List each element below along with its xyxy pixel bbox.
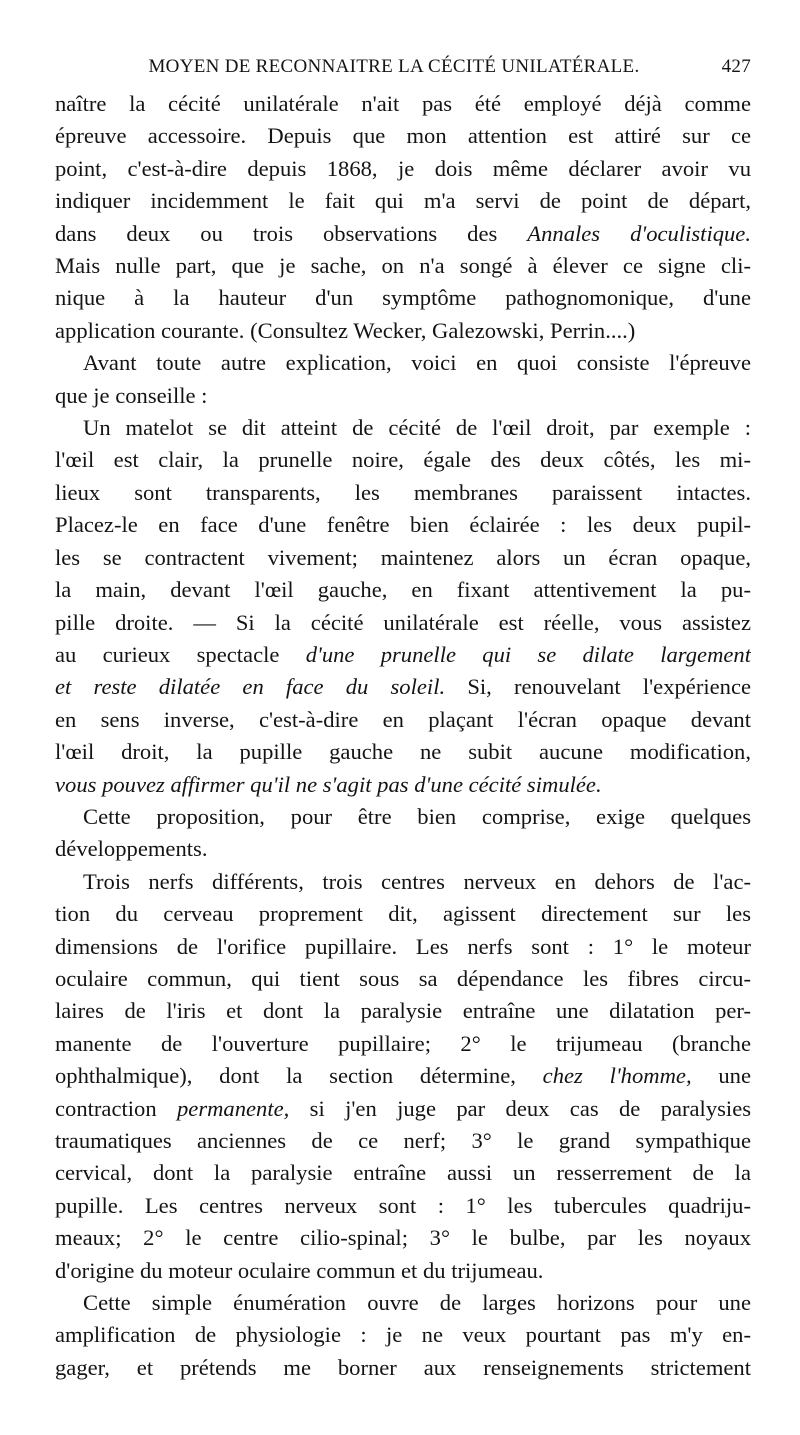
text-line: naître la cécité unilatérale n'ait pas été employé déjà comme <box>55 91 751 116</box>
text-line: nique à la hauteur d'un symptôme pathognomonique, d'une <box>55 285 751 311</box>
text-line: l'œil droit, la pupille gauche ne subit aucune modification, <box>55 739 751 765</box>
text-line: manente de l'ouverture pupillaire; 2° le trijumeau (branche <box>55 1030 751 1056</box>
text-line: les se contractent vivement; maintenez alors un écran opaque, <box>55 544 751 570</box>
paragraph <box>55 347 751 412</box>
text-line: la main, devant l'œil gauche, en fixant attentivement la pu- <box>55 577 751 603</box>
italic-run: Annales d'oculistique. <box>527 220 751 246</box>
body-text <box>55 88 751 1384</box>
text-run: Si, renouvelant l'expérience <box>467 674 751 700</box>
text-line: Cette proposition, pour être bien comprise, exige quelques <box>83 803 751 829</box>
paragraph <box>55 801 751 866</box>
text-line: Mais nulle part, que je sache, on n'a songé à élever ce signe cli- <box>55 253 751 279</box>
italic-run: chez l'homme, <box>542 1063 692 1089</box>
text-line: Cette simple énumération ouvre de larges horizons pour une <box>83 1290 751 1316</box>
italic-run: d'une prunelle qui se dilate largement <box>305 641 751 667</box>
paragraph <box>55 88 751 347</box>
italic-run: permanente, <box>177 1095 290 1121</box>
text-line <box>55 769 751 801</box>
text-run: au curieux spectacle <box>55 641 280 667</box>
text-run: une <box>718 1063 751 1089</box>
page-number: 427 <box>721 56 751 77</box>
text-run: contraction <box>55 1095 157 1121</box>
text-line: Un matelot se dit atteint de cécité de l'œil droit, par exemple : <box>83 415 751 441</box>
text-line: oculaire commun, qui tient sous sa dépendance les fibres circu- <box>55 965 751 991</box>
text-line <box>55 1060 751 1092</box>
text-line <box>55 1093 751 1125</box>
text-line: que je conseille : <box>55 382 208 408</box>
paragraph <box>55 866 751 1287</box>
running-head <box>55 56 751 88</box>
text-line: d'origine du moteur oculaire commun et du trijumeau. <box>55 1257 544 1283</box>
text-line: point, c'est-à-dire depuis 1868, je dois même déclarer avoir vu <box>55 155 751 181</box>
text-line: tion du cerveau proprement dit, agissent directement sur les <box>55 901 751 927</box>
italic-run: et reste dilatée en face du soleil. <box>55 674 446 700</box>
text-line <box>55 639 751 671</box>
book-page <box>55 56 751 1384</box>
text-line: indiquer incidemment le fait qui m'a servi de point de départ, <box>55 188 751 214</box>
text-line: amplification de physiologie : je ne veux pourtant pas m'y en- <box>55 1322 751 1348</box>
text-line: gager, et prétends me borner aux renseignements strictement <box>55 1354 751 1380</box>
italic-run: vous pouvez affirmer qu'il ne s'agit pas d'une cécité simulée. <box>55 771 602 797</box>
text-line: application courante. (Consultez Wecker, Galezowski, Perrin....) <box>55 317 636 343</box>
text-line: lieux sont transparents, les membranes paraissent intactes. <box>55 479 751 505</box>
text-line: Avant toute autre explication, voici en quoi consiste l'épreuve <box>83 350 751 376</box>
text-line: Trois nerfs différents, trois centres nerveux en dehors de l'ac- <box>83 868 751 894</box>
text-line <box>55 671 751 703</box>
text-line: traumatiques anciennes de ce nerf; 3° le grand sympathique <box>55 1128 751 1153</box>
text-line: laires de l'iris et dont la paralysie entraîne une dilatation per- <box>55 998 751 1024</box>
text-line <box>55 218 751 250</box>
text-run: dans deux ou trois observations des <box>55 220 498 246</box>
text-line: cervical, dont la paralysie entraîne aussi un resserrement de la <box>55 1160 751 1186</box>
text-line: en sens inverse, c'est-à-dire en plaçant l'écran opaque devant <box>55 706 751 732</box>
text-line: épreuve accessoire. Depuis que mon attention est attiré sur ce <box>55 123 751 149</box>
text-run: si j'en juge par deux cas de paralysies <box>309 1095 751 1121</box>
text-line: dimensions de l'orifice pupillaire. Les nerfs sont : 1° le moteur <box>55 933 751 959</box>
text-line: Placez-le en face d'une fenêtre bien éclairée : les deux pupil- <box>55 512 751 538</box>
text-line: pille droite. — Si la cécité unilatérale est réelle, vous assistez <box>55 609 751 635</box>
text-line: meaux; 2° le centre cilio-spinal; 3° le bulbe, par les noyaux <box>55 1225 751 1251</box>
text-line: l'œil est clair, la prunelle noire, égale des deux côtés, les mi- <box>55 447 751 473</box>
text-line: développements. <box>55 836 208 862</box>
text-run: ophthalmique), dont la section détermine, <box>55 1063 516 1089</box>
text-line: pupille. Les centres nerveux sont : 1° les tubercules quadriju- <box>55 1192 751 1218</box>
paragraph <box>55 1287 751 1384</box>
running-title: MOYEN DE RECONNAITRE LA CÉCITÉ UNILATÉRALE. <box>148 56 640 77</box>
paragraph <box>55 412 751 801</box>
